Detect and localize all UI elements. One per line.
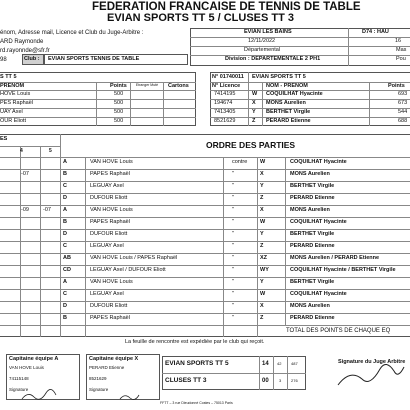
team-x-name: COQUILHAT Hyacinte bbox=[266, 91, 323, 97]
row-player-x: COQUILHAT Hyacinte bbox=[290, 159, 347, 165]
captain-x-label: Capitaine équipe X bbox=[89, 356, 139, 362]
row-player-a: VAN HOVE Louis bbox=[90, 159, 133, 165]
row-letter-x: X bbox=[260, 171, 264, 177]
row-player-x: MONS Aurelien bbox=[290, 303, 330, 309]
venue-level: Départemental bbox=[244, 47, 281, 53]
results-col-4: 4 bbox=[20, 148, 23, 154]
row-letter-a: C bbox=[63, 291, 67, 297]
federation-title: FEDERATION FRANCAISE DE TENNIS DE TABLE bbox=[92, 1, 361, 13]
club-label: Club : bbox=[24, 56, 40, 62]
team-x-licence: 7413405 bbox=[214, 109, 236, 115]
row-player-a: VAN HOVE Louis bbox=[90, 207, 133, 213]
team-x-points: 544 bbox=[398, 109, 408, 115]
team-x-letter: W bbox=[252, 91, 258, 97]
row-player-a: PAPES Raphaël bbox=[90, 315, 130, 321]
results-title: ES bbox=[0, 136, 8, 142]
final-team-2: CLUSES TT 3 bbox=[165, 377, 207, 384]
referee-name: ARD Raymonde bbox=[0, 39, 44, 45]
captain-a-label: Capitaine équipe A bbox=[9, 356, 59, 362]
row-letter-a: B bbox=[63, 219, 67, 225]
row-separator: " bbox=[232, 255, 234, 261]
captain-x-name: PERARD Etienne bbox=[89, 365, 125, 370]
referee-licence: 98 bbox=[0, 57, 7, 63]
team-a-player-points: 500 bbox=[114, 100, 124, 106]
team-a-col-etranger: Etranger Mutè bbox=[135, 83, 159, 87]
venue-division: Division : DEPARTEMENTALE 2 PH1 bbox=[225, 56, 321, 62]
row-player-a: LEGUAY Axel / DUFOUR Eliott bbox=[90, 267, 166, 273]
results-table bbox=[0, 134, 410, 337]
captain-a-name: VAN HOVE Louis bbox=[9, 365, 44, 370]
venue-number: 16 bbox=[395, 38, 402, 44]
team-x-licence: 8521629 bbox=[214, 118, 236, 124]
venue-date: 12/11/2022 bbox=[248, 38, 276, 44]
row-letter-x: X bbox=[260, 303, 264, 309]
team-x-col-licence: N° Licence bbox=[212, 83, 241, 89]
row-player-x: MONS Aurelien / PERARD Etienne bbox=[290, 255, 380, 261]
row-player-x: COQUILHAT Hyacinte / BERTHET Virgile bbox=[290, 267, 396, 273]
team-x-letter: X bbox=[252, 100, 256, 106]
captain-a-signature-label: Signature bbox=[9, 387, 29, 392]
row-player-a: DUFOUR Eliott bbox=[90, 231, 128, 237]
row-letter-a: A bbox=[63, 159, 67, 165]
row-letter-x: Z bbox=[260, 243, 264, 249]
team-a-player-name: PES Raphaël bbox=[0, 100, 34, 106]
row-player-a: DUFOUR Eliott bbox=[90, 195, 128, 201]
results-set-4: -07 bbox=[21, 171, 29, 177]
row-letter-x: XZ bbox=[260, 255, 268, 261]
team-a-player-points: 500 bbox=[114, 118, 124, 124]
row-player-a: DUFOUR Eliott bbox=[90, 303, 128, 309]
team-x-id: N° 01740011 bbox=[212, 74, 244, 80]
row-letter-x: W bbox=[260, 159, 266, 165]
final-team-2-score: 00 bbox=[262, 378, 269, 384]
row-player-a: VAN HOVE Louis / PAPES Raphaël bbox=[90, 255, 178, 261]
captain-a-licence: 74115148 bbox=[9, 376, 29, 381]
row-player-x: MONS Aurelien bbox=[290, 207, 330, 213]
team-a-player-name: OUR Eliott bbox=[0, 118, 26, 124]
captain-x-licence: 8521629 bbox=[89, 376, 107, 381]
row-letter-x: Y bbox=[260, 183, 264, 189]
match-title: EVIAN SPORTS TT 5 / CLUSES TT 3 bbox=[107, 12, 295, 24]
row-letter-a: D bbox=[63, 231, 67, 237]
referee-email: rd.rayonnde@sfr.fr bbox=[0, 48, 50, 54]
footer-note: La feuille de rencontre est expédiée par le club qui reçoit. bbox=[125, 339, 265, 345]
row-player-x: BERTHET Virgile bbox=[290, 183, 335, 189]
row-player-a: VAN HOVE Louis bbox=[90, 279, 133, 285]
results-set-5: -07 bbox=[43, 207, 51, 213]
team-a-col-points: Points bbox=[110, 83, 127, 89]
team-x-title: EVIAN SPORTS TT 5 bbox=[252, 74, 306, 80]
team-x-licence: 194674 bbox=[214, 100, 233, 106]
venue-place: EVIAN LES BAINS bbox=[244, 29, 292, 35]
final-team-1-a: 42 bbox=[277, 361, 282, 366]
results-total: TOTAL DES POINTS DE CHAQUE EQ bbox=[286, 328, 391, 334]
row-player-x: COQUILHAT Hyacinte bbox=[290, 219, 347, 225]
team-x-letter: Z bbox=[252, 118, 256, 124]
row-separator: " bbox=[232, 183, 234, 189]
team-x-col-name: NOM - PRENOM bbox=[266, 83, 308, 89]
row-separator: " bbox=[232, 207, 234, 213]
row-letter-a: A bbox=[63, 279, 67, 285]
final-team-1-score: 14 bbox=[262, 361, 269, 367]
row-letter-x: WY bbox=[260, 267, 269, 273]
referee-instructions: énom, Adresse mail, Licence et Club du Juge-Arbitre : bbox=[0, 30, 144, 36]
team-a-col-cartons: Cartons bbox=[168, 83, 189, 89]
team-a-player-name: HOVE Louis bbox=[0, 91, 31, 97]
team-x-licence: 7414195 bbox=[214, 91, 236, 97]
team-x-points: 693 bbox=[398, 91, 408, 97]
row-separator: " bbox=[232, 291, 234, 297]
row-separator: " bbox=[232, 303, 234, 309]
row-letter-x: Z bbox=[260, 315, 264, 321]
row-separator: " bbox=[232, 231, 234, 237]
row-player-a: LEGUAY Axel bbox=[90, 183, 124, 189]
row-letter-x: Y bbox=[260, 231, 264, 237]
team-x-letter: Y bbox=[252, 109, 256, 115]
final-team-1-b: 487 bbox=[291, 361, 298, 366]
row-letter-a: B bbox=[63, 315, 67, 321]
team-a-player-points: 500 bbox=[114, 91, 124, 97]
row-letter-x: W bbox=[260, 219, 266, 225]
row-letter-a: C bbox=[63, 183, 67, 189]
row-separator: " bbox=[232, 219, 234, 225]
referee-signature-label: Signature du Juge Arbitre bbox=[338, 359, 406, 365]
row-player-x: BERTHET Virgile bbox=[290, 279, 335, 285]
row-letter-x: Z bbox=[260, 195, 264, 201]
row-letter-a: CD bbox=[63, 267, 71, 273]
row-separator: " bbox=[232, 315, 234, 321]
row-player-x: PERARD Etienne bbox=[290, 243, 335, 249]
final-team-1: EVIAN SPORTS TT 5 bbox=[165, 360, 229, 367]
row-letter-a: C bbox=[63, 243, 67, 249]
referee-club: EVIAN SPORTS TENNIS DE TABLE bbox=[48, 56, 140, 62]
row-separator: " bbox=[232, 171, 234, 177]
team-a-col-name: PRENOM bbox=[0, 83, 25, 89]
row-player-x: COQUILHAT Hyacinte bbox=[290, 291, 347, 297]
venue-pou: Pou bbox=[396, 56, 406, 62]
results-set-4: -09 bbox=[21, 207, 29, 213]
row-letter-x: Y bbox=[260, 279, 264, 285]
row-letter-x: W bbox=[260, 291, 266, 297]
row-letter-a: D bbox=[63, 195, 67, 201]
final-team-2-b: 276 bbox=[291, 378, 298, 383]
team-x-name: BERTHET Virgile bbox=[266, 109, 311, 115]
team-x-name: MONS Aurelien bbox=[266, 100, 306, 106]
row-letter-x: X bbox=[260, 207, 264, 213]
team-x-points: 673 bbox=[398, 100, 408, 106]
team-a-player-name: UAY Axel bbox=[0, 109, 23, 115]
row-letter-a: B bbox=[63, 171, 67, 177]
row-player-a: LEGUAY Axel bbox=[90, 243, 124, 249]
team-a-title: S TT 5 bbox=[0, 74, 17, 80]
order-title: ORDRE DES PARTIES bbox=[206, 140, 296, 150]
row-letter-a: A bbox=[63, 207, 67, 213]
row-separator: " bbox=[232, 243, 234, 249]
team-x-points: 688 bbox=[398, 118, 408, 124]
final-team-2-a: 3 bbox=[279, 378, 282, 383]
team-x-name: PERARD Etienne bbox=[266, 118, 311, 124]
venue-mas: Mas bbox=[396, 47, 407, 53]
row-letter-a: AB bbox=[63, 255, 71, 261]
captain-x-signature-label: Signature bbox=[89, 387, 109, 392]
row-separator: " bbox=[232, 267, 234, 273]
row-player-a: PAPES Raphaël bbox=[90, 171, 130, 177]
footer-address: FFTT – 3 rue Dieudonné Costes – 75013 Paris bbox=[160, 401, 233, 405]
row-separator: " bbox=[232, 195, 234, 201]
row-player-a: PAPES Raphaël bbox=[90, 219, 130, 225]
row-player-x: PERARD Etienne bbox=[290, 315, 335, 321]
row-separator: contre bbox=[232, 159, 248, 165]
row-player-a: LEGUAY Axel bbox=[90, 291, 124, 297]
venue-d74: D74 : HAU bbox=[362, 29, 389, 35]
row-player-x: BERTHET Virgile bbox=[290, 231, 335, 237]
team-a-player-points: 500 bbox=[114, 109, 124, 115]
results-col-5: 5 bbox=[49, 148, 52, 154]
referee-signature bbox=[338, 364, 404, 385]
row-player-x: PERARD Etienne bbox=[290, 195, 335, 201]
team-x-col-points: Points bbox=[388, 83, 405, 89]
row-letter-a: D bbox=[63, 303, 67, 309]
row-player-x: MONS Aurelien bbox=[290, 171, 330, 177]
row-separator: " bbox=[232, 279, 234, 285]
